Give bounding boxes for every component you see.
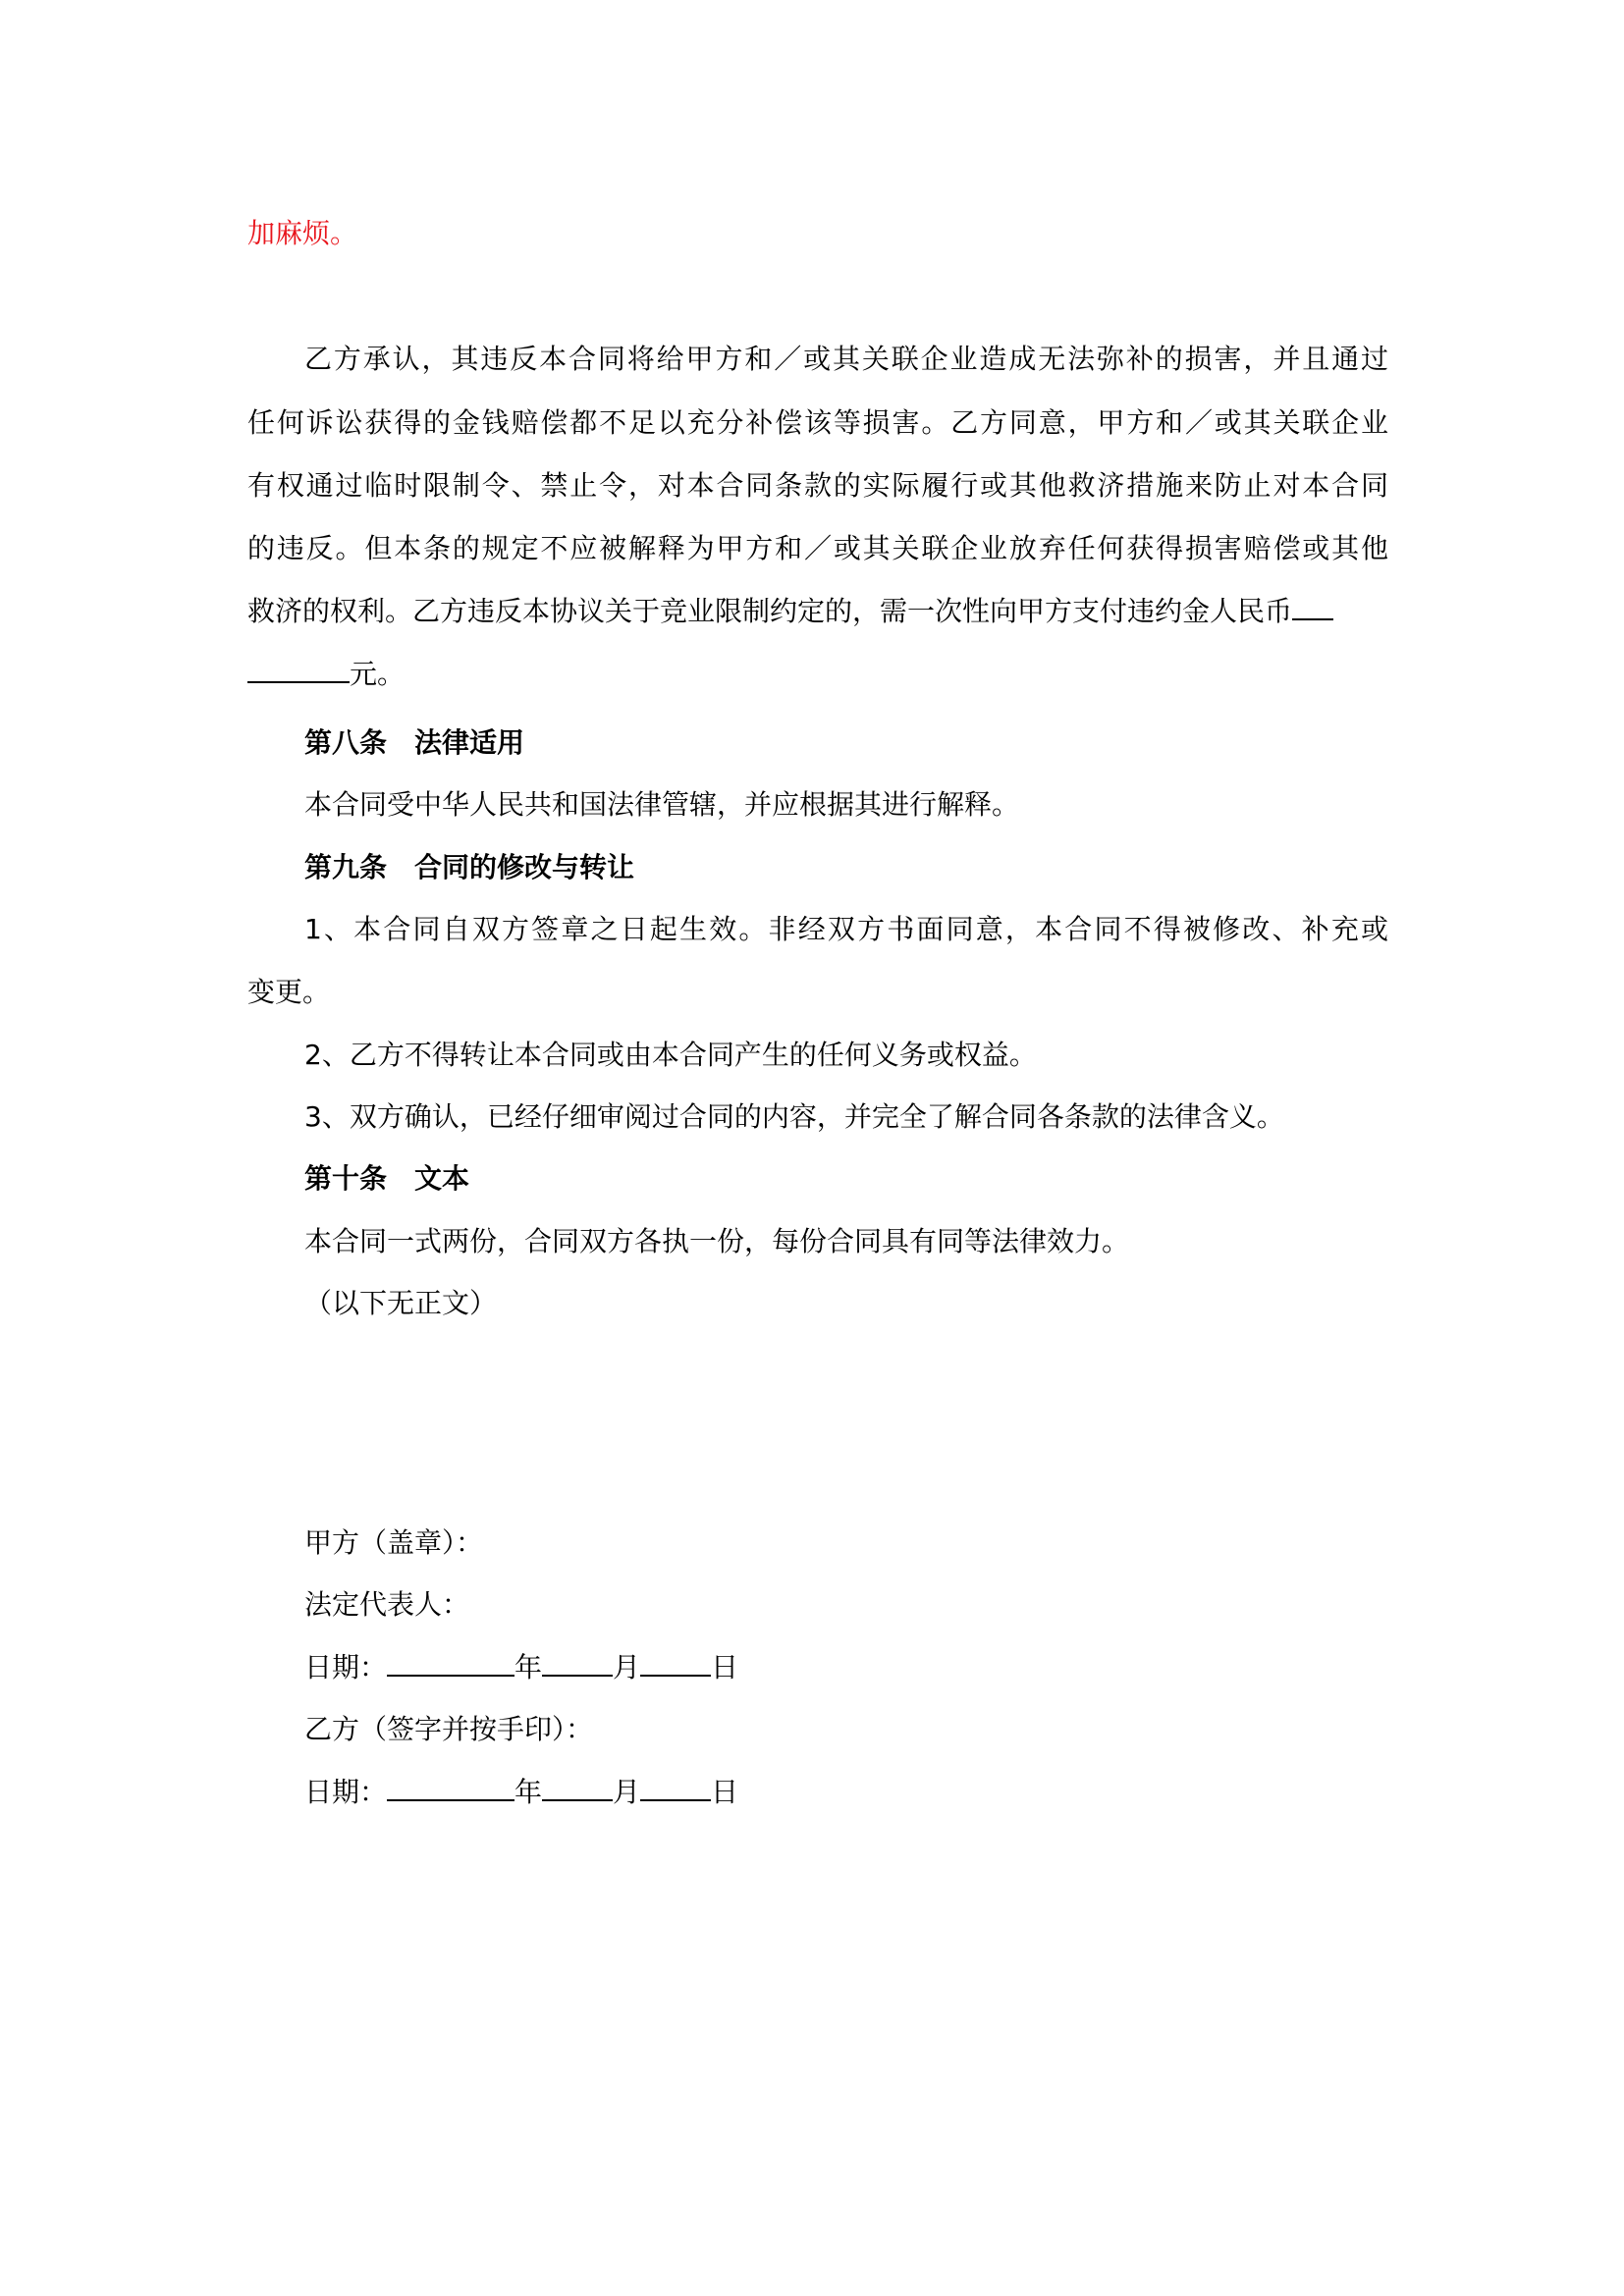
day-label-b: 日 xyxy=(711,1776,739,1808)
day-blank xyxy=(640,1649,711,1677)
month-label-b: 月 xyxy=(613,1776,641,1808)
article-9-item2: 2、乙方不得转让本合同或由本合同产生的任何义务或权益。 xyxy=(304,1039,1037,1071)
article-10-text: 本合同一式两份，合同双方各执一份，每份合同具有同等法律效力。 xyxy=(304,1225,1130,1257)
para1-line3: 有权通过临时限制令、禁止令，对本合同条款的实际履行或其他救济措施来防止对本合同 xyxy=(247,469,1388,502)
article-9-item1-cont: 变更。 xyxy=(247,976,331,1008)
party-a-seal-label: 甲方（盖章）： xyxy=(304,1526,484,1559)
month-label: 月 xyxy=(613,1651,641,1683)
continuation-text: 加麻烦。 xyxy=(247,217,358,249)
para1-line6-text: 元。 xyxy=(350,658,406,690)
party-b-signature-label: 乙方（签字并按手印）： xyxy=(304,1713,594,1745)
para1-line2: 任何诉讼获得的金钱赔偿都不足以充分补偿该等损害。乙方同意，甲方和／或其关联企业 xyxy=(247,406,1388,439)
para1-line1: 乙方承认，其违反本合同将给甲方和／或其关联企业造成无法弥补的损害，并且通过 xyxy=(304,343,1388,375)
no-text-below-note: （以下无正文） xyxy=(304,1287,498,1319)
article-9-item3: 3、双方确认，已经仔细审阅过合同的内容，并完全了解合同各条款的法律含义。 xyxy=(304,1100,1284,1133)
party-a-date-line xyxy=(304,1648,738,1687)
party-b-date-line xyxy=(304,1773,738,1812)
penalty-amount-blank-cont xyxy=(247,656,350,683)
article-9-title: 第九条 合同的修改与转让 xyxy=(304,851,635,883)
month-blank-b xyxy=(542,1774,613,1801)
para1-line4: 的违反。但本条的规定不应被解释为甲方和／或其关联企业放弃任何获得损害赔偿或其他 xyxy=(247,532,1388,564)
date-label-b: 日期： xyxy=(304,1776,388,1808)
year-label-b: 年 xyxy=(514,1776,543,1808)
para1-line5 xyxy=(247,592,1388,631)
day-label: 日 xyxy=(711,1651,739,1683)
penalty-amount-blank xyxy=(1292,593,1333,620)
article-8-title: 第八条 法律适用 xyxy=(304,726,525,759)
article-10-title: 第十条 文本 xyxy=(304,1162,470,1195)
article-8-text: 本合同受中华人民共和国法律管辖，并应根据其进行解释。 xyxy=(304,788,1020,821)
year-blank-b xyxy=(387,1774,514,1801)
day-blank-b xyxy=(640,1774,711,1801)
article-9-item1: 1、本合同自双方签章之日起生效。非经双方书面同意，本合同不得被修改、补充或 xyxy=(304,913,1388,945)
date-label: 日期： xyxy=(304,1651,388,1683)
para1-line5-text: 救济的权利。乙方违反本协议关于竞业限制约定的，需一次性向甲方支付违约金人民币 xyxy=(247,595,1293,627)
year-label: 年 xyxy=(514,1651,543,1683)
para1-line6 xyxy=(247,655,405,694)
month-blank xyxy=(542,1649,613,1677)
legal-representative-label: 法定代表人： xyxy=(304,1588,470,1621)
year-blank xyxy=(387,1649,514,1677)
